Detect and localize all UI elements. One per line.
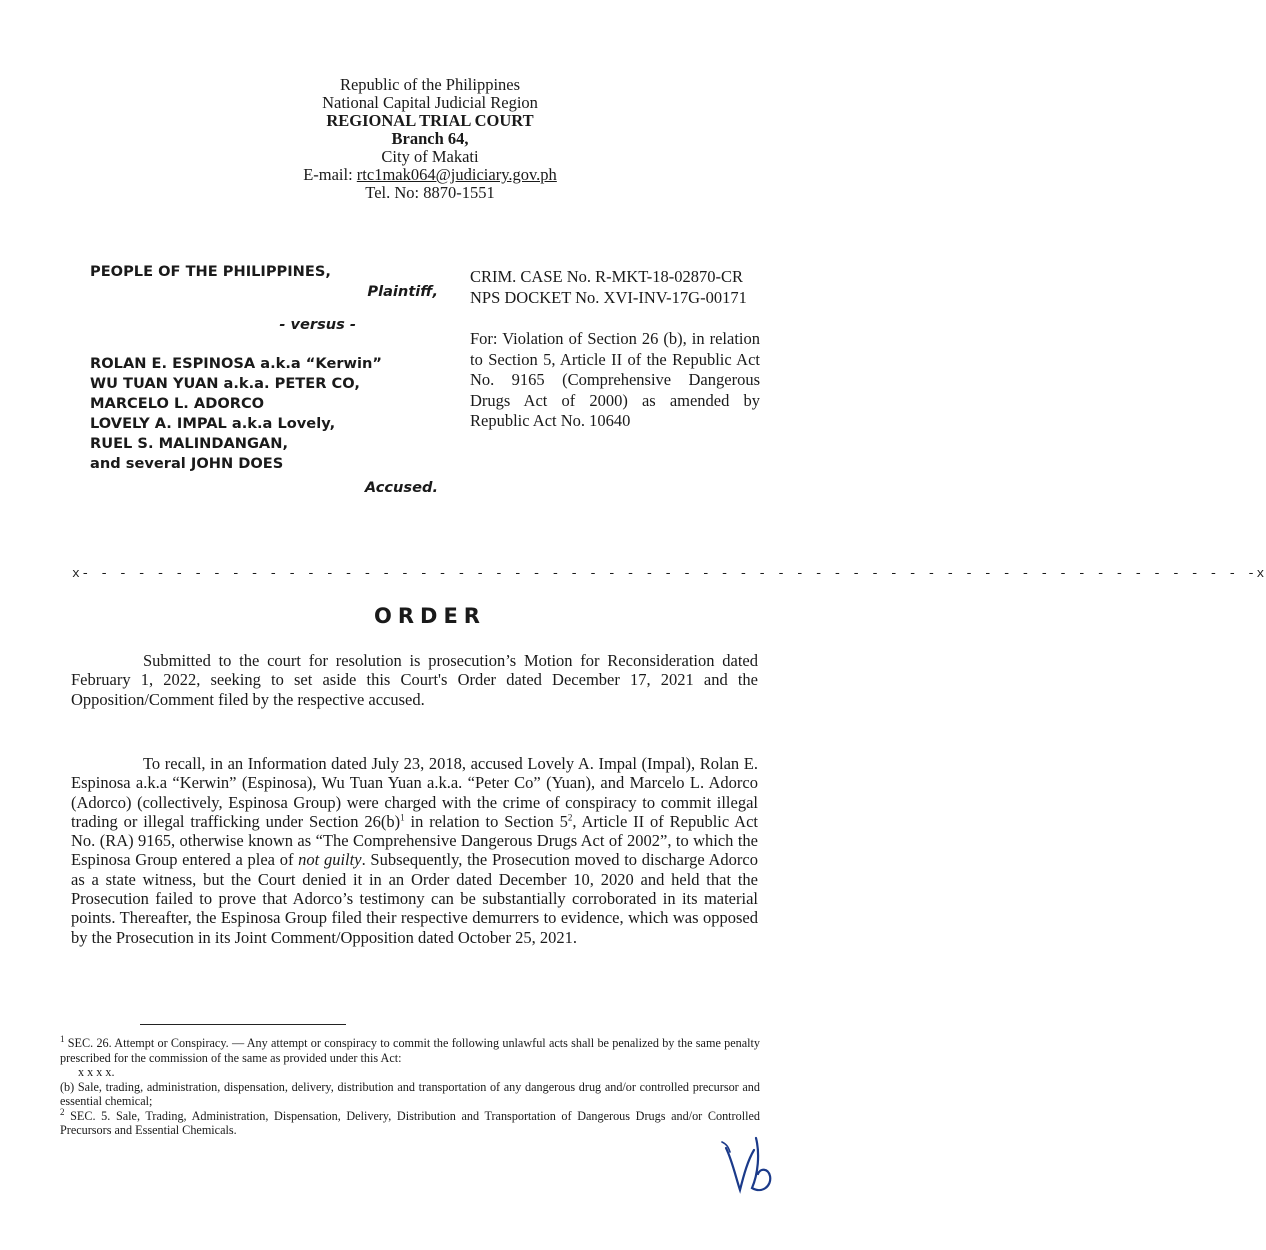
footnote-separator [140,1024,346,1025]
footnotes [60,1033,760,1138]
order-paragraph-2 [71,754,758,947]
caption-divider: x- - - - - - - - - - - - - - - - - - - - - - - - - - - - - - - - - - - - - - - - - - - - - - - - - - - - - - - - - - - - - - -x [72,566,1266,581]
accused-list [90,354,450,474]
case-number: CRIM. CASE No. R-MKT-18-02870-CR [470,267,744,286]
plaintiff-name: PEOPLE OF THE PHILIPPINES, [90,263,331,280]
case-caption-parties [90,262,450,498]
footnote-1-item-b: (b) Sale, trading, administration, dispensation, delivery, distribution and transportation of any dangerous drug and/or controlled precursor and essential chemical; [60,1079,760,1108]
order-title: ORDER [374,604,486,628]
para2-text: in relation to Section 5 [404,811,568,831]
header-email-line [250,166,610,184]
footnote-text: SEC. 26. Attempt or Conspiracy. — Any attempt or conspiracy to commit the following unlawful acts shall be penalized by the same penalty prescribed for the commission of the same as provided under this Act: [60,1036,760,1065]
initials-signature [718,1130,778,1200]
para2-text: To recall, in an Information dated July 23, 2018, accused Lovely A. Impal (Impal), Rolan E. Espinosa a.k.a “Kerwin” (Espinosa), Wu Tuan Yuan a.k.a. “Peter Co” (Yuan), and Marcelo L. Adorco (Adorco) (collectively, Espinosa Group) were charged with the crime of conspiracy to commit illegal trading or illegal trafficking under Section 26(b) [71,754,758,831]
email-link[interactable]: rtc1mak064@judiciary.gov.ph [356,165,557,184]
footnote-1 [60,1033,760,1065]
versus-label: - versus - [279,316,356,333]
footnote-2 [60,1106,760,1138]
nps-docket: NPS DOCKET No. XVI-INV-17G-00171 [470,287,747,307]
para2-text: , Article II of Republic Act No. (RA) 9165, otherwise known as “The Comprehensive Dangerous Drugs Act of 2002”, to which the Espinosa Group entered a plea of [71,811,759,870]
footnote-text: SEC. 5. Sale, Trading, Administration, Dispensation, Delivery, Distribution and Transportation of Dangerous Drugs and/or Controlled Precursors and Essential Chemicals. [60,1108,760,1137]
accused-item: and several JOHN DOES [90,455,284,472]
accused-item: MARCELO L. ADORCO [90,395,265,412]
accused-item: RUEL S. MALINDANGAN, [90,435,288,452]
footnote-ref-1[interactable]: 1 [400,812,405,823]
email-label: E-mail: [303,165,353,184]
footnote-number: 1 [60,1033,65,1044]
order-paragraph-1: Submitted to the court for resolution is prosecution’s Motion for Reconsideration dated February 1, 2022, seeking to set aside this Court's Order dated December 17, 2021 and the Opposition/Comment filed by the respective accused. [71,651,758,709]
plaintiff-label: Plaintiff, [367,283,438,300]
accused-item: LOVELY A. IMPAL a.k.a Lovely, [90,415,336,432]
case-caption-details [470,267,760,432]
header-region: National Capital Judicial Region [322,93,538,112]
header-republic: Republic of the Philippines [339,75,521,94]
accused-item: ROLAN E. ESPINOSA a.k.a “Kerwin” [90,355,383,372]
footnote-number: 2 [60,1106,65,1117]
accused-item: WU TUAN YUAN a.k.a. PETER CO, [90,375,360,392]
footnote-1-omission: x x x x. [78,1065,115,1079]
header-city: City of Makati [381,147,479,166]
case-nature: For: Violation of Section 26 (b), in relation to Section 5, Article II of the Republic Act No. 9165 (Comprehensive Dangerous Drugs Act of 2000) as amended by Republic Act No. 10640 [470,329,760,430]
para2-emphasis: not guilty [298,850,362,870]
accused-label: Accused. [364,479,438,496]
header-court: REGIONAL TRIAL COURT [326,111,534,130]
para2-text: . Subsequently, the Prosecution moved to discharge Adorco as a state witness, but the Court denied it in an Order dated December 10, 2020 and held that the Prosecution failed to prove that Adorco’s testimony can be substantially corroborated in its material points. Thereafter, the Espinosa Group filed their respective demurrers to evidence, which was opposed by the Prosecution in its Joint Comment/Opposition dated October 25, 2021. [71,850,758,947]
court-header [250,76,610,202]
header-tel: Tel. No: 8870-1551 [365,183,495,202]
footnote-ref-2[interactable]: 2 [567,812,573,823]
header-branch: Branch 64, [391,129,469,148]
